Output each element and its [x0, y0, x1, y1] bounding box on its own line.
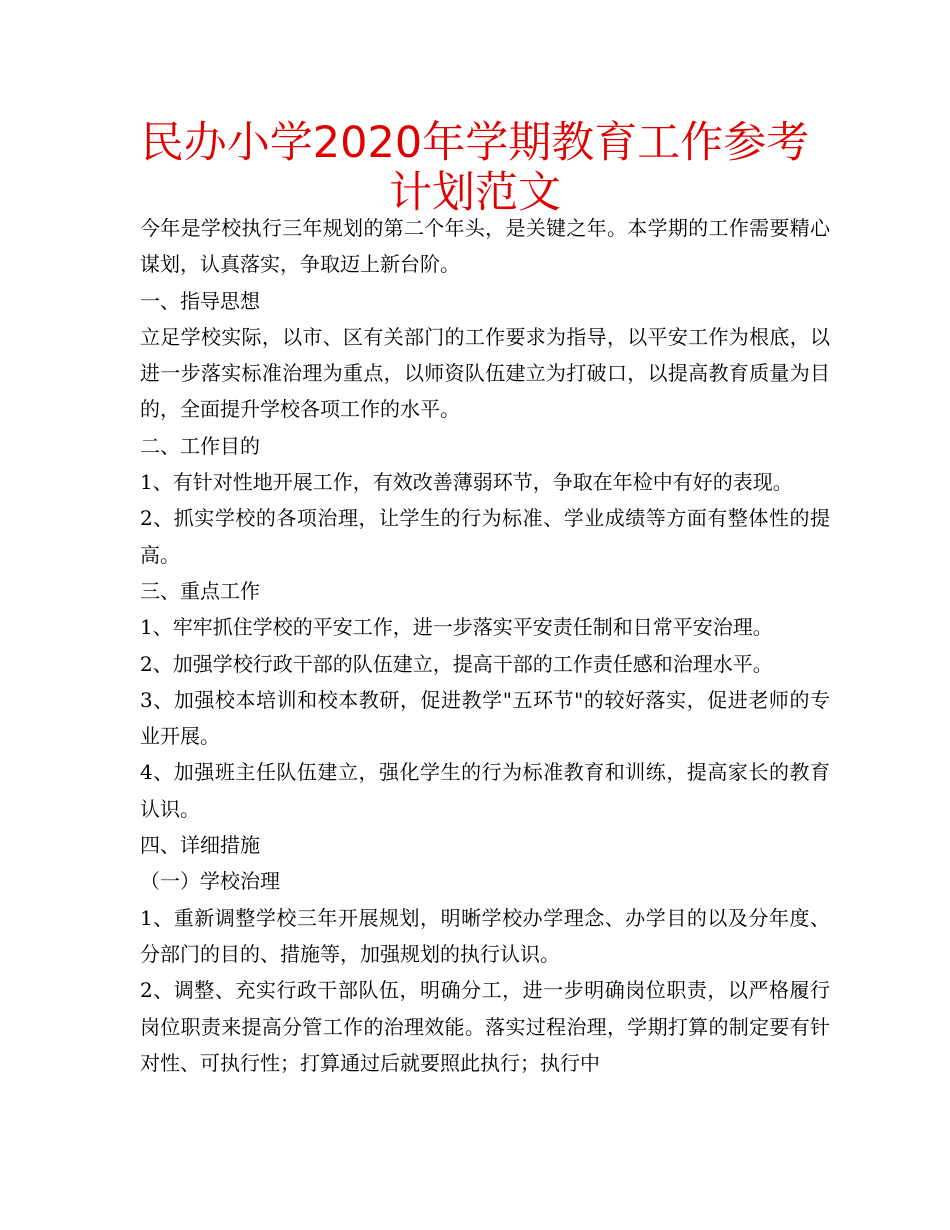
document-body: [140, 210, 830, 1081]
measure-item-2: 2、调整、充实行政干部队伍，明确分工，进一步明确岗位职责，以严格履行岗位职责来提高分管工作的治理效能。落实过程治理，学期打算的制定要有针对性、可执行性；打算通过后就要照此执行；执行中: [140, 978, 830, 1075]
section-heading-work-goals: 二、工作目的: [140, 433, 260, 458]
section-heading-detailed-measures: 四、详细措施: [140, 833, 260, 858]
key-work-item-1: 1、牢牢抓住学校的平安工作，进一步落实平安责任制和日常平安治理。: [140, 615, 773, 640]
intro-paragraph: 今年是学校执行三年规划的第二个年头，是关键之年。本学期的工作需要精心谋划，认真落实，争取迈上新台阶。: [140, 216, 830, 277]
section-heading-guiding-thought: 一、指导思想: [140, 288, 260, 313]
subsection-heading-school-management: （一）学校治理: [140, 869, 280, 894]
key-work-item-2: 2、加强学校行政干部的队伍建立，提高干部的工作责任感和治理水平。: [140, 651, 773, 676]
key-work-item-4: 4、加强班主任队伍建立，强化学生的行为标准教育和训练，提高家长的教育认识。: [140, 760, 830, 821]
goal-item-2: 2、抓实学校的各项治理，让学生的行为标准、学业成绩等方面有整体性的提高。: [140, 506, 830, 567]
key-work-item-3: 3、加强校本培训和校本教研，促进教学"五环节"的较好落实，促进老师的专业开展。: [140, 687, 830, 749]
goal-item-1: 1、有针对性地开展工作，有效改善薄弱环节，争取在年检中有好的表现。: [140, 470, 793, 495]
section-heading-key-work: 三、重点工作: [140, 578, 260, 603]
guiding-thought-paragraph: 立足学校实际，以市、区有关部门的工作要求为指导，以平安工作为根底，以进一步落实标准治理为重点，以师资队伍建立为打破口，以提高教育质量为目的，全面提升学校各项工作的水平。: [140, 324, 830, 422]
document-title: 民办小学2020年学期教育工作参考计划范文: [140, 118, 810, 218]
measure-item-1: 1、重新调整学校三年开展规划，明晰学校办学理念、办学目的以及分年度、分部门的目的、措施等，加强规划的执行认识。: [140, 905, 830, 966]
